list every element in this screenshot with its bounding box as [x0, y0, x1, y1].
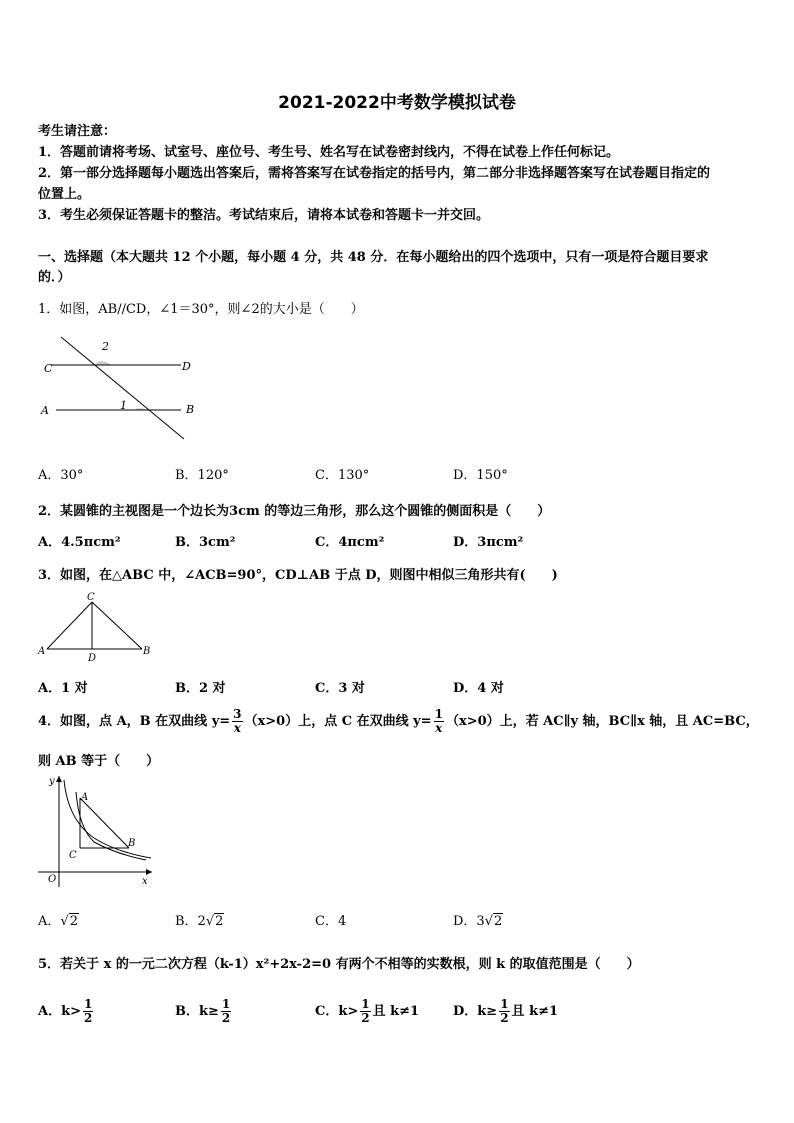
- q4-stem-line-1: [38, 704, 759, 740]
- q4-label-a: A: [81, 792, 89, 803]
- q5-option-b: [175, 993, 233, 1031]
- q4-option-a-prefix: A．: [38, 914, 61, 929]
- q5-option-b-prefix: B．k≥: [175, 1004, 219, 1019]
- q5-option-d: [453, 993, 558, 1031]
- q5-option-d-denominator: 2: [500, 1011, 509, 1025]
- q4-figure: [36, 772, 156, 890]
- q4-stem-part-3: （x>0）上，若 AC∥y 轴，BC∥x 轴，且 AC=BC，: [445, 714, 759, 729]
- q1-stem: 1．如图，AB//CD，∠1＝30°，则∠2的大小是（ ）: [38, 302, 364, 317]
- q1-option-d: D．150°: [453, 468, 508, 483]
- notice-line-4: 3．考生必须保证答题卡的整洁。考试结束后，请将本试卷和答题卡一并交回。: [38, 208, 490, 223]
- q3-option-b: B．2 对: [175, 681, 226, 696]
- q1-option-a: A．30°: [38, 468, 84, 483]
- notice-line-3: 位置上。: [38, 187, 91, 202]
- section-heading-line-2: 的．）: [38, 270, 71, 285]
- q3-label-c: C: [87, 592, 95, 603]
- q4-option-a: [38, 910, 79, 929]
- q1-label-a: A: [41, 404, 49, 417]
- q5-option-c-prefix: C．k>: [315, 1004, 359, 1019]
- q3-stem: 3．如图，在△ABC 中，∠ACB=90°，CD⊥AB 于点 D，则图中相似三角形共有( ): [38, 568, 558, 583]
- q4-option-c: C．4: [315, 914, 347, 929]
- q4-label-b: B: [128, 838, 136, 849]
- q5-option-c: [315, 993, 419, 1031]
- q1-label-d: D: [182, 360, 191, 373]
- q4-option-b-prefix: B．2: [175, 914, 206, 929]
- q2-option-c: C．4πcm²: [315, 535, 385, 550]
- q4-segment-ab: [80, 798, 129, 848]
- q4-label-x: x: [142, 876, 148, 887]
- q4-option-b: [175, 910, 224, 929]
- q5-option-c-suffix: 且 k≠1: [372, 1004, 420, 1019]
- q4-fraction-1-numerator: 3: [233, 707, 242, 721]
- q2-stem: 2．某圆锥的主视图是一个边长为3cm 的等边三角形，那么这个圆锥的侧面积是（ ）: [38, 504, 551, 519]
- q3-label-b: B: [143, 646, 151, 657]
- q1-figure: [36, 335, 196, 445]
- q5-option-c-fraction: [360, 998, 370, 1025]
- q1-label-2: 2: [102, 340, 109, 353]
- q4-fraction-2-denominator: x: [435, 721, 443, 735]
- q3-option-d: D．4 对: [453, 681, 504, 696]
- page-title: 2021-2022中考数学模拟试卷: [278, 93, 516, 113]
- q1-label-b: B: [186, 403, 195, 416]
- q4-stem-line-2: 则 AB 等于（ ）: [38, 754, 160, 769]
- q5-option-a-prefix: A．k>: [38, 1004, 81, 1019]
- q5-option-a: [38, 993, 95, 1031]
- q5-option-c-numerator: 1: [361, 997, 370, 1011]
- q5-option-d-numerator: 1: [500, 997, 509, 1011]
- sqrt-icon: √: [60, 914, 69, 929]
- q4-option-b-radicand: 2: [215, 914, 224, 929]
- q5-option-b-denominator: 2: [221, 1011, 231, 1025]
- q4-option-a-radicand: 2: [69, 914, 78, 929]
- q3-side-ac: [47, 602, 92, 649]
- q4-fraction-1-denominator: x: [233, 721, 241, 735]
- q4-label-c: C: [69, 850, 77, 861]
- sqrt-icon: √: [484, 914, 493, 929]
- q4-y-arrow: [56, 776, 62, 782]
- q3-option-c: C．3 对: [315, 681, 365, 696]
- q5-option-d-fraction: [499, 998, 509, 1025]
- q2-option-a: A．4.5πcm²: [38, 535, 121, 550]
- q4-stem-part-1: 4．如图，点 A，B 在双曲线 y=: [38, 714, 231, 729]
- q1-angle2-shade: [96, 361, 111, 365]
- notice-line-1: 1．答题前请将考场、试室号、座位号、考生号、姓名写在试卷密封线内，不得在试卷上作任何标记。: [38, 145, 620, 160]
- q3-figure: [36, 590, 156, 662]
- q3-label-a: A: [38, 646, 46, 657]
- q5-stem: 5．若关于 x 的一元二次方程（k-1）x²+2x-2=0 有两个不相等的实数根，则 k 的取值范围是（ ）: [38, 957, 640, 972]
- q4-x-arrow: [146, 869, 152, 875]
- notice-line-2: 2．第一部分选择题每小题选出答案后，需将答案写在试卷指定的括号内，第二部分非选择题答案写在试卷题目指定的: [38, 166, 711, 181]
- section-heading-line-1: 一、选择题（本大题共 12 个小题，每小题 4 分，共 48 分．在每小题给出的四个选项中，只有一项是符合题目要求: [38, 250, 709, 265]
- q4-curve-3-over-x: [64, 780, 151, 858]
- q5-option-a-fraction: [83, 998, 93, 1025]
- q3-option-a: A．1 对: [38, 681, 88, 696]
- q2-option-d: D．3πcm²: [453, 535, 524, 550]
- q4-label-y: y: [49, 776, 55, 787]
- q3-side-bc: [92, 602, 142, 649]
- q5-option-b-fraction: [221, 998, 231, 1025]
- q4-stem-part-2: （x>0）上，点 C 在双曲线 y=: [244, 714, 432, 729]
- q1-option-b: B．120°: [175, 468, 229, 483]
- q5-option-a-denominator: 2: [84, 1011, 93, 1025]
- q5-option-d-suffix: 且 k≠1: [511, 1004, 559, 1019]
- q4-option-d-radicand: 2: [494, 914, 503, 929]
- q3-label-d: D: [88, 653, 97, 662]
- q1-option-c: C．130°: [315, 468, 370, 483]
- q1-transversal: [61, 337, 184, 439]
- q4-option-d: [453, 910, 503, 929]
- q5-option-d-prefix: D．k≥: [453, 1004, 498, 1019]
- q4-label-o: O: [48, 874, 57, 885]
- q4-fraction-2-numerator: 1: [434, 707, 443, 721]
- q5-option-c-denominator: 2: [361, 1011, 370, 1025]
- q5-option-a-numerator: 1: [84, 997, 93, 1011]
- sqrt-icon: √: [205, 914, 215, 929]
- q1-label-1: 1: [120, 399, 127, 412]
- q1-label-c: C: [44, 362, 53, 375]
- q4-option-d-prefix: D．3: [453, 914, 485, 929]
- q5-option-b-numerator: 1: [221, 997, 231, 1011]
- q4-fraction-3-over-x: [232, 708, 242, 735]
- notice-heading: 考生请注意：: [38, 124, 117, 139]
- q4-fraction-1-over-x: [434, 708, 444, 735]
- q2-option-b: B．3cm²: [175, 535, 236, 550]
